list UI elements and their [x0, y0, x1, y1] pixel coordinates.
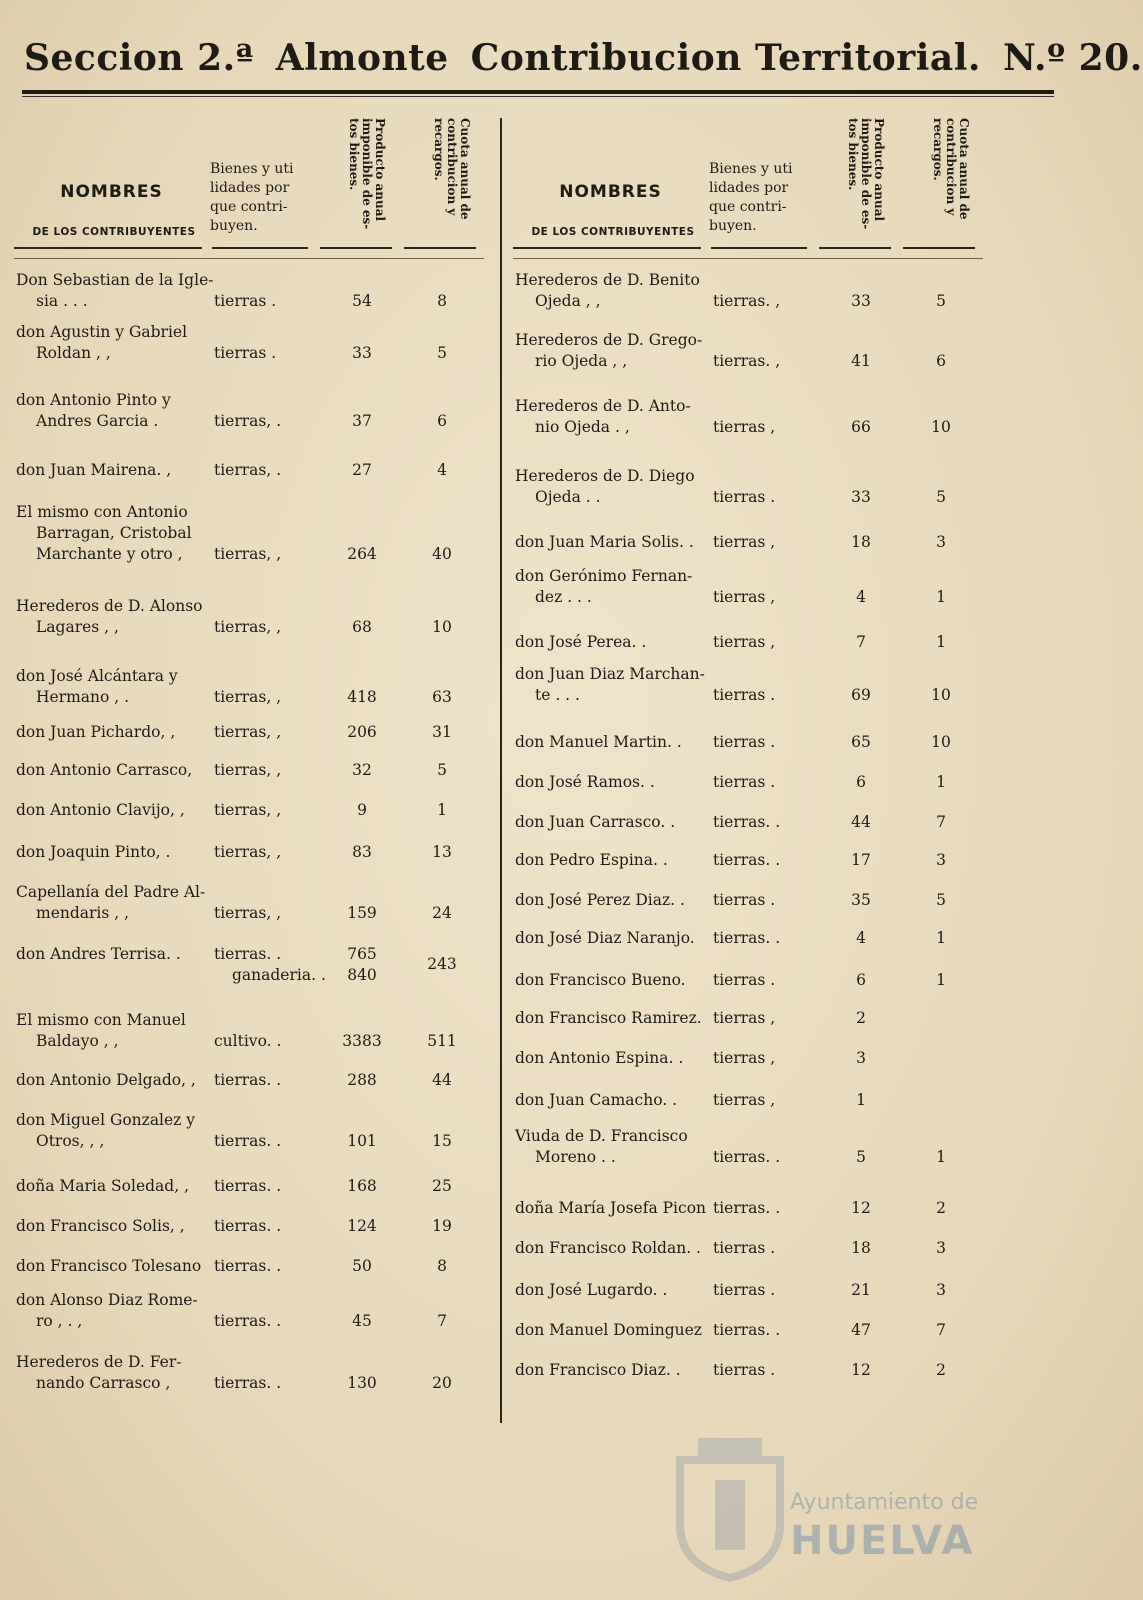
cuota-cell: 2: [936, 1199, 946, 1217]
contributor-name-line: don Juan Carrasco. .: [515, 813, 676, 831]
producto-cell: 50: [352, 1257, 372, 1275]
header-names-sub: DE LOS CONTRIBUYENTES: [32, 226, 196, 238]
contributor-name-line: doña Maria Soledad, ,: [16, 1177, 189, 1195]
contributor-name-line: Herederos de D. Diego: [515, 467, 695, 485]
bienes-cell: tierras. .: [713, 929, 781, 947]
contributor-name-line: Herederos de D. Fer-: [16, 1353, 182, 1371]
bienes-cell: tierras, ,: [214, 618, 282, 636]
producto-cell: 18: [851, 1239, 871, 1257]
contributor-name: [16, 322, 216, 364]
producto-cell: 18: [851, 533, 871, 551]
cuota-cell: 25: [432, 1177, 452, 1195]
cuota-cell: 8: [437, 292, 447, 310]
contributor-name: [16, 1290, 216, 1332]
bienes-cell: tierras. .: [214, 1132, 282, 1150]
header-bienes: [709, 160, 809, 236]
bienes-cell: tierras, ,: [214, 545, 282, 563]
cuota-cell: 1: [936, 1148, 946, 1166]
cuota-cell: 10: [931, 418, 951, 436]
bienes-cell: tierras ,: [713, 533, 776, 551]
contributor-name-line: nando Carrasco ,: [36, 1374, 171, 1392]
contributor-name-line: don Pedro Espina. .: [515, 851, 668, 869]
bienes-cell: tierras ,: [713, 633, 776, 651]
producto-cell: 1: [856, 1091, 866, 1109]
producto-cell: 765: [347, 945, 377, 963]
header-rule: [819, 247, 891, 249]
contributor-name: [16, 270, 216, 312]
contributor-name-line: don Andres Terrisa. .: [16, 945, 181, 963]
producto-cell: 7: [856, 633, 866, 651]
cuota-cell: 10: [931, 686, 951, 704]
contributor-name: [515, 330, 715, 372]
bienes-cell: tierras. .: [713, 1199, 781, 1217]
column-divider: [500, 118, 502, 1423]
bienes-cell: tierras. .: [713, 813, 781, 831]
bienes-cell: tierras, ,: [214, 723, 282, 741]
contributor-name-line: don Juan Maria Solis. .: [515, 533, 694, 551]
contributor-name: [515, 1048, 715, 1069]
bienes-cell: tierras, .: [214, 461, 282, 479]
contributor-name: [16, 1352, 216, 1394]
header-bienes-line: que contri-: [210, 199, 288, 215]
bienes-cell: tierras. .: [214, 1217, 282, 1235]
header-bienes-line: que contri-: [709, 199, 787, 215]
bienes-cell: tierras, ,: [214, 904, 282, 922]
contributor-name: [16, 1216, 216, 1237]
bienes-cell: tierras. .: [214, 1071, 282, 1089]
cuota-cell: 1: [936, 633, 946, 651]
cuota-cell: 63: [432, 688, 452, 706]
cuota-cell: 44: [432, 1071, 452, 1089]
contributor-name-line: don José Diaz Naranjo.: [515, 929, 695, 947]
producto-cell: 101: [347, 1132, 377, 1150]
bienes-cell: tierras. ,: [713, 292, 781, 310]
contributor-name-line: don José Perez Diaz. .: [515, 891, 685, 909]
bienes-cell: tierras .: [713, 971, 776, 989]
cuota-cell: 10: [931, 733, 951, 751]
bienes-cell: tierras ,: [713, 588, 776, 606]
bienes-cell: tierras .: [713, 686, 776, 704]
contributor-name: [16, 1176, 216, 1197]
cuota-cell: 20: [432, 1374, 452, 1392]
producto-cell: 54: [352, 292, 372, 310]
contributor-name: [16, 842, 216, 863]
cuota-cell: 13: [432, 843, 452, 861]
page-number: N.º 20.: [1002, 37, 1143, 79]
cuota-cell: 5: [936, 891, 946, 909]
bienes-cell: tierras. .: [214, 1177, 282, 1195]
contributor-name: [16, 666, 216, 708]
contributor-name-line: don Juan Camacho. .: [515, 1091, 678, 1109]
producto-cell: 264: [347, 545, 377, 563]
contributor-name: [515, 1198, 715, 1219]
cuota-cell: 19: [432, 1217, 452, 1235]
producto-cell: 2: [856, 1009, 866, 1027]
contributor-name-line: don Antonio Carrasco,: [16, 761, 193, 779]
bienes-cell: tierras, ,: [214, 761, 282, 779]
contributor-name: [515, 1126, 715, 1168]
cuota-cell: 10: [432, 618, 452, 636]
cuota-cell: 2: [936, 1361, 946, 1379]
cuota-cell: 8: [437, 1257, 447, 1275]
contributor-name-line: don Francisco Bueno.: [515, 971, 686, 989]
header-bienes-line: buyen.: [210, 218, 258, 234]
contributor-name: [16, 800, 216, 821]
producto-cell: 5: [856, 1148, 866, 1166]
producto-cell: 130: [347, 1374, 377, 1392]
producto-cell: 44: [851, 813, 871, 831]
contributor-name-line: don Juan Diaz Marchan-: [515, 665, 705, 683]
bienes-cell: tierras. .: [214, 1257, 282, 1275]
contributor-name-line: Baldayo , ,: [36, 1032, 119, 1050]
contributor-name-line: Hermano , .: [36, 688, 130, 706]
producto-cell: 840: [347, 966, 377, 984]
title-label: Contribucion Territorial.: [470, 37, 981, 79]
header-names-sub: DE LOS CONTRIBUYENTES: [531, 226, 695, 238]
cuota-cell: 5: [437, 761, 447, 779]
bienes-cell: tierras .: [214, 292, 277, 310]
right-table: [513, 110, 991, 1440]
bienes-cell: tierras ,: [713, 1049, 776, 1067]
contributor-name-line: don Antonio Clavijo, ,: [16, 801, 185, 819]
contributor-name: [515, 732, 715, 753]
contributor-name-line: don Agustin y Gabriel: [16, 323, 188, 341]
header-bienes-line: Bienes y uti: [709, 161, 793, 177]
bienes-cell: tierras. .: [214, 945, 282, 963]
header-bienes-line: Bienes y uti: [210, 161, 294, 177]
contributor-name-line: don José Ramos. .: [515, 773, 655, 791]
contributor-name-line: Andres Garcia .: [36, 412, 159, 430]
contributor-name: [515, 664, 715, 706]
title-rule: [22, 90, 1054, 94]
producto-cell: 12: [851, 1361, 871, 1379]
producto-cell: 159: [347, 904, 377, 922]
cuota-cell: 6: [936, 352, 946, 370]
contributor-name: [515, 970, 715, 991]
contributor-name: [16, 1110, 216, 1152]
producto-cell: 65: [851, 733, 871, 751]
cuota-cell: 7: [936, 813, 946, 831]
bienes-cell: tierras, ,: [214, 843, 282, 861]
contributor-name: [16, 1256, 216, 1277]
cuota-cell: 1: [936, 971, 946, 989]
contributor-name-line: Lagares , ,: [36, 618, 119, 636]
cuota-cell: 5: [936, 488, 946, 506]
bienes-cell: tierras, .: [214, 412, 282, 430]
producto-cell: 206: [347, 723, 377, 741]
producto-cell: 168: [347, 1177, 377, 1195]
bienes-cell: tierras. .: [214, 1374, 282, 1392]
contributor-name: [16, 502, 216, 565]
cuota-cell: 24: [432, 904, 452, 922]
producto-cell: 33: [851, 488, 871, 506]
bienes-cell: tierras. .: [713, 1321, 781, 1339]
producto-cell: 21: [851, 1281, 871, 1299]
contributor-name: [515, 1238, 715, 1259]
contributor-name-line: don Juan Pichardo, ,: [16, 723, 176, 741]
contributor-name-line: dez . . .: [535, 588, 592, 606]
bienes-cell: tierras .: [713, 733, 776, 751]
cuota-cell: 4: [437, 461, 447, 479]
cuota-cell: 5: [936, 292, 946, 310]
cuota-cell: 3: [936, 851, 946, 869]
bienes-cell: ganaderia. .: [232, 966, 326, 984]
cuota-cell: 1: [936, 773, 946, 791]
bienes-cell: tierras ,: [713, 1091, 776, 1109]
producto-cell: 35: [851, 891, 871, 909]
contributor-name-line: ro , . ,: [36, 1312, 83, 1330]
contributor-name: [515, 928, 715, 949]
title-rule-thin: [22, 96, 1054, 97]
producto-cell: 37: [352, 412, 372, 430]
contributor-name-line: Barragan, Cristobal: [36, 524, 192, 542]
cuota-cell: 511: [427, 1032, 457, 1050]
contributor-name: [16, 760, 216, 781]
table-header: [513, 110, 991, 250]
contributor-name-line: nio Ojeda . ,: [535, 418, 630, 436]
producto-cell: 33: [352, 344, 372, 362]
header-bienes-line: lidades por: [709, 180, 789, 196]
contributor-name-line: don Francisco Diaz. .: [515, 1361, 681, 1379]
contributor-name-line: don Juan Mairena. ,: [16, 461, 172, 479]
cuota-cell: 3: [936, 1239, 946, 1257]
bienes-cell: tierras ,: [713, 418, 776, 436]
producto-cell: 3: [856, 1049, 866, 1067]
header-bienes-line: lidades por: [210, 180, 290, 196]
cuota-cell: 7: [437, 1312, 447, 1330]
producto-cell: 66: [851, 418, 871, 436]
producto-cell: 41: [851, 352, 871, 370]
cuota-cell: 1: [936, 588, 946, 606]
header-rule-thin: [513, 258, 983, 259]
contributor-name-line: Roldan , ,: [36, 344, 111, 362]
bienes-cell: tierras. .: [713, 851, 781, 869]
header-rule: [212, 247, 308, 249]
contributor-name: [515, 812, 715, 833]
contributor-name-line: sia . . .: [36, 292, 88, 310]
producto-cell: 418: [347, 688, 377, 706]
contributor-name: [515, 890, 715, 911]
contributor-name-line: Viuda de D. Francisco: [515, 1127, 688, 1145]
cuota-cell: 243: [427, 955, 457, 973]
contributor-name: [16, 1070, 216, 1091]
contributor-name: [16, 722, 216, 743]
header-rule-thin: [14, 258, 484, 259]
contributor-name-line: don Manuel Dominguez: [515, 1321, 702, 1339]
contributor-name-line: don José Perea. .: [515, 633, 647, 651]
bienes-cell: tierras. .: [713, 1148, 781, 1166]
producto-cell: 124: [347, 1217, 377, 1235]
contributor-name-line: Ojeda . .: [535, 488, 601, 506]
header-names: NOMBRES: [559, 182, 662, 202]
producto-cell: 6: [856, 971, 866, 989]
producto-cell: 69: [851, 686, 871, 704]
cuota-cell: 1: [936, 929, 946, 947]
bienes-cell: tierras ,: [713, 1009, 776, 1027]
bienes-cell: tierras .: [214, 344, 277, 362]
contributor-name: [16, 944, 216, 965]
producto-cell: 4: [856, 588, 866, 606]
bienes-cell: tierras, ,: [214, 688, 282, 706]
header-rule: [711, 247, 807, 249]
contributor-name-line: rio Ojeda , ,: [535, 352, 628, 370]
contributor-name-line: mendaris , ,: [36, 904, 130, 922]
contributor-name: [515, 566, 715, 608]
header-names: NOMBRES: [60, 182, 163, 202]
contributor-name-line: te . . .: [535, 686, 580, 704]
watermark-line2: HUELVA: [790, 1518, 975, 1564]
contributor-name-line: Herederos de D. Anto-: [515, 397, 691, 415]
producto-cell: 33: [851, 292, 871, 310]
bienes-cell: tierras .: [713, 1361, 776, 1379]
header-rule: [404, 247, 476, 249]
contributor-name: [515, 772, 715, 793]
contributor-name: [16, 390, 216, 432]
contributor-name: [515, 396, 715, 438]
contributor-name-line: Marchante y otro ,: [36, 545, 183, 563]
bienes-cell: tierras, ,: [214, 801, 282, 819]
bienes-cell: cultivo. .: [214, 1032, 282, 1050]
bienes-cell: tierras .: [713, 891, 776, 909]
cuota-cell: 5: [437, 344, 447, 362]
contributor-name-line: don José Lugardo. .: [515, 1281, 668, 1299]
contributor-name-line: don José Alcántara y: [16, 667, 178, 685]
cuota-cell: 3: [936, 533, 946, 551]
header-rule: [513, 247, 701, 249]
contributor-name-line: Herederos de D. Benito: [515, 271, 700, 289]
contributor-name-line: Capellanía del Padre Al-: [16, 883, 206, 901]
contributor-name-line: doña María Josefa Picon: [515, 1199, 707, 1217]
contributor-name-line: Moreno . .: [535, 1148, 616, 1166]
contributor-name-line: Herederos de D. Grego-: [515, 331, 703, 349]
contributor-name-line: don Gerónimo Fernan-: [515, 567, 693, 585]
header-bienes-line: buyen.: [709, 218, 757, 234]
page-title: [24, 28, 1143, 88]
contributor-name: [16, 882, 216, 924]
left-table: [14, 110, 492, 1440]
contributor-name-line: El mismo con Antonio: [16, 503, 188, 521]
cuota-cell: 1: [437, 801, 447, 819]
table-header: [14, 110, 492, 250]
cuota-cell: 7: [936, 1321, 946, 1339]
header-rule: [14, 247, 202, 249]
producto-cell: 32: [352, 761, 372, 779]
header-cuota: Cuota anual de contribucion y recargos.: [432, 118, 472, 220]
producto-cell: 83: [352, 843, 372, 861]
city-seal-icon: [660, 1430, 800, 1580]
producto-cell: 288: [347, 1071, 377, 1089]
contributor-name-line: don Joaquin Pinto, .: [16, 843, 171, 861]
contributor-name-line: don Antonio Espina. .: [515, 1049, 684, 1067]
contributor-name-line: Ojeda , ,: [535, 292, 601, 310]
header-producto: Producto anual imponible de es-tos bienes.: [846, 118, 886, 230]
contributor-name-line: don Alonso Diaz Rome-: [16, 1291, 198, 1309]
bienes-cell: tierras. .: [214, 1312, 282, 1330]
cuota-cell: 31: [432, 723, 452, 741]
contributor-name: [515, 1280, 715, 1301]
cuota-cell: 3: [936, 1281, 946, 1299]
producto-cell: 27: [352, 461, 372, 479]
contributor-name-line: don Antonio Delgado, ,: [16, 1071, 196, 1089]
contributor-name: [515, 1008, 715, 1029]
header-cuota: Cuota anual de contribucion y recargos.: [931, 118, 971, 220]
contributor-name-line: Don Sebastian de la Igle-: [16, 271, 214, 289]
contributor-name-line: don Antonio Pinto y: [16, 391, 171, 409]
producto-cell: 68: [352, 618, 372, 636]
contributor-name: [515, 1090, 715, 1111]
contributor-name-line: El mismo con Manuel: [16, 1011, 186, 1029]
contributor-name: [515, 632, 715, 653]
cuota-cell: 40: [432, 545, 452, 563]
contributor-name: [515, 850, 715, 871]
contributor-name: [16, 596, 216, 638]
contributor-name: [515, 270, 715, 312]
bienes-cell: tierras. ,: [713, 352, 781, 370]
contributor-name-line: don Francisco Roldan. .: [515, 1239, 701, 1257]
producto-cell: 12: [851, 1199, 871, 1217]
contributor-name-line: don Francisco Ramirez.: [515, 1009, 702, 1027]
producto-cell: 45: [352, 1312, 372, 1330]
section-label: Seccion 2.ª: [24, 37, 254, 79]
contributor-name-line: Otros, , ,: [36, 1132, 105, 1150]
cuota-cell: 15: [432, 1132, 452, 1150]
producto-cell: 3383: [342, 1032, 382, 1050]
producto-cell: 9: [357, 801, 367, 819]
producto-cell: 47: [851, 1321, 871, 1339]
header-rule: [320, 247, 392, 249]
producto-cell: 4: [856, 929, 866, 947]
contributor-name: [16, 460, 216, 481]
contributor-name-line: Herederos de D. Alonso: [16, 597, 203, 615]
contributor-name-line: don Manuel Martin. .: [515, 733, 682, 751]
contributor-name-line: don Francisco Tolesano: [16, 1257, 202, 1275]
cuota-cell: 6: [437, 412, 447, 430]
contributor-name: [515, 466, 715, 508]
contributor-name: [515, 532, 715, 553]
contributor-name: [515, 1360, 715, 1381]
producto-cell: 6: [856, 773, 866, 791]
contributor-name-line: don Francisco Solis, ,: [16, 1217, 185, 1235]
producto-cell: 17: [851, 851, 871, 869]
bienes-cell: tierras .: [713, 773, 776, 791]
contributor-name-line: don Miguel Gonzalez y: [16, 1111, 196, 1129]
contributor-name: [515, 1320, 715, 1341]
contributor-name: [16, 1010, 216, 1052]
bienes-cell: tierras .: [713, 1281, 776, 1299]
town-label: Almonte: [275, 37, 449, 79]
header-bienes: [210, 160, 310, 236]
watermark-line1: Ayuntamiento de: [790, 1490, 979, 1515]
header-rule: [903, 247, 975, 249]
bienes-cell: tierras .: [713, 488, 776, 506]
header-producto: Producto anual imponible de es-tos bienes.: [347, 118, 387, 230]
bienes-cell: tierras .: [713, 1239, 776, 1257]
